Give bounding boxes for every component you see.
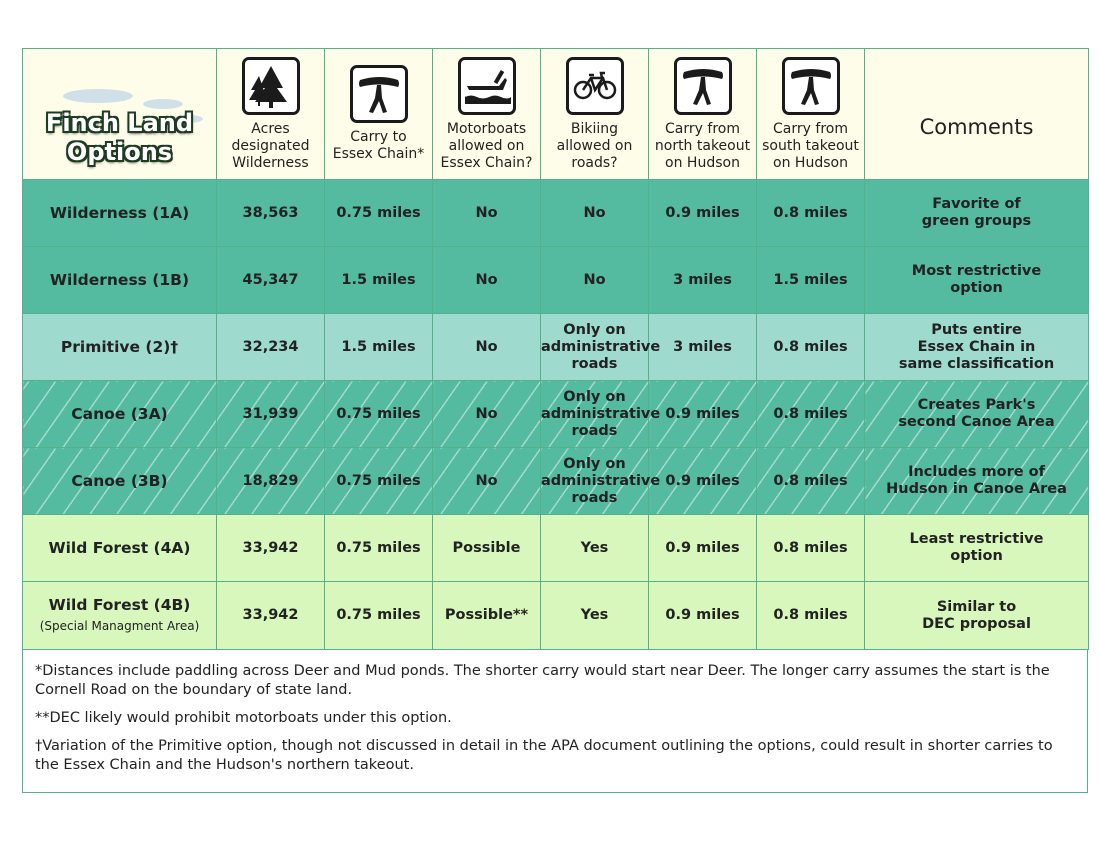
comment-cell — [865, 314, 1089, 381]
carry-essex-value: 0.75 miles — [336, 607, 421, 623]
acres-cell — [217, 247, 325, 314]
option-name: Canoe (3B) — [71, 471, 168, 490]
biking-cell — [541, 247, 649, 314]
biking-value: Only on — [563, 388, 626, 405]
carry-essex-cell — [325, 314, 433, 381]
table-row — [23, 314, 1089, 381]
comment-text: Creates Park's — [917, 397, 1036, 413]
motorboats-cell — [433, 448, 541, 515]
header-carry-line: Carry to — [350, 129, 407, 145]
north-takeout-value: 0.9 miles — [665, 405, 740, 422]
acres-cell — [217, 448, 325, 515]
carry-essex-cell — [325, 448, 433, 515]
header-motorboats-line: allowed on — [448, 137, 525, 154]
acres-cell — [217, 180, 325, 247]
south-takeout-value: 0.8 miles — [773, 338, 848, 355]
header-motorboats-line: Essex Chain? — [440, 154, 533, 171]
comment-text: Essex Chain in — [917, 338, 1036, 355]
carry-essex-value: 0.75 miles — [336, 539, 421, 556]
table-row — [23, 381, 1089, 448]
comment-text: Most restrictive — [911, 263, 1042, 279]
biking-value: Yes — [580, 539, 609, 556]
biking-value: administrative — [541, 338, 661, 355]
north-takeout-cell — [649, 448, 757, 515]
comment-text: DEC proposal — [922, 615, 1031, 632]
footnote-distances: *Distances include paddling across Deer and Mud ponds. The shorter carry would start near Deer. The longer carry assumes the start is the Cornell Road on the boundary of state land. — [35, 663, 1050, 698]
south-takeout-cell — [757, 247, 865, 314]
biking-cell — [541, 448, 661, 515]
biking-value: roads — [571, 489, 618, 506]
motorboats-value: No — [475, 204, 498, 221]
acres-cell — [217, 314, 325, 381]
biking-value: Yes — [580, 607, 609, 623]
option-name: Primitive (2)† — [60, 337, 179, 356]
photo-lake-shape — [63, 89, 133, 103]
north-takeout-cell — [649, 582, 757, 650]
option-label-cell — [23, 582, 217, 650]
north-takeout-cell — [649, 314, 757, 381]
carry-essex-cell — [325, 381, 433, 448]
south-takeout-value: 0.8 miles — [773, 405, 848, 422]
option-label-cell — [23, 448, 217, 515]
table-row — [23, 515, 1089, 582]
biking-value: roads — [571, 355, 618, 372]
photo-lake-shape — [143, 99, 183, 109]
acres-cell — [217, 381, 325, 448]
table-row — [23, 180, 1089, 247]
north-takeout-value: 0.9 miles — [665, 472, 740, 489]
motorboats-value: Possible** — [444, 607, 529, 623]
header-north-line: on Hudson — [665, 154, 740, 171]
motorboats-cell — [433, 180, 541, 247]
footnote-motorboats: **DEC likely would prohibit motorboats under this option. — [35, 710, 452, 726]
north-takeout-value: 0.9 miles — [665, 539, 740, 556]
option-name: Wild Forest (4B) — [48, 596, 191, 614]
tree-icon — [242, 57, 300, 115]
table-row — [23, 247, 1089, 314]
south-takeout-cell — [757, 314, 865, 381]
comment-cell — [865, 381, 1089, 448]
header-biking-line: Bikiing — [570, 120, 619, 137]
chart-title-line2: Options — [66, 138, 173, 166]
header-motorboats-line: Motorboats — [446, 120, 527, 137]
biking-cell — [541, 582, 649, 650]
header-acres-line: Wilderness — [232, 154, 309, 171]
biking-cell — [541, 381, 661, 448]
comment-text: Hudson in Canoe Area — [886, 481, 1067, 497]
carry-essex-cell — [325, 247, 433, 314]
option-label-cell — [23, 247, 217, 314]
chart-title — [23, 109, 216, 167]
comments-heading: Comments — [919, 114, 1034, 139]
header-col-north-takeout — [649, 49, 757, 180]
north-takeout-value: 3 miles — [673, 338, 732, 355]
north-takeout-value: 0.9 miles — [665, 204, 740, 221]
canoe-carry-icon — [350, 65, 408, 123]
header-north-line: Carry from — [665, 120, 740, 137]
header-col-motorboats — [433, 49, 541, 180]
motorboats-value: Possible — [452, 539, 521, 556]
biking-cell — [541, 180, 649, 247]
south-takeout-value: 0.8 miles — [773, 204, 848, 221]
header-south-line: Carry from — [773, 120, 848, 137]
north-takeout-cell — [649, 515, 757, 582]
biking-value: No — [583, 271, 606, 288]
south-takeout-value: 0.8 miles — [773, 539, 848, 556]
option-name: Wilderness (1A) — [49, 203, 190, 222]
header-col-comments — [865, 49, 1089, 180]
header-col-carry-essex — [325, 49, 433, 180]
acres-value: 38,563 — [242, 204, 299, 221]
comment-text: Puts entire — [931, 321, 1022, 338]
footnotes-box — [22, 650, 1088, 793]
chart-title-line1: Finch Land — [45, 109, 194, 137]
carry-essex-value: 0.75 miles — [336, 405, 421, 422]
carry-essex-value: 0.75 miles — [336, 472, 421, 489]
carry-essex-value: 0.75 miles — [336, 204, 421, 221]
comment-text: Similar to — [936, 598, 1017, 615]
comment-text: Least restrictive — [909, 531, 1044, 547]
biking-value: administrative — [541, 405, 661, 422]
canoe-carry-icon — [782, 57, 840, 115]
south-takeout-cell — [757, 582, 865, 650]
option-name: Canoe (3A) — [71, 404, 168, 423]
carry-essex-cell — [325, 515, 433, 582]
comment-cell — [865, 515, 1089, 582]
comment-text: green groups — [921, 213, 1032, 229]
biking-cell — [541, 515, 649, 582]
header-acres-line: Acres — [251, 120, 290, 137]
header-biking-line: allowed on — [556, 137, 633, 154]
biking-value: No — [583, 204, 606, 221]
motorboats-value: No — [475, 405, 498, 422]
option-subtitle: (Special Managment Area) — [39, 619, 200, 633]
comment-text: same classification — [898, 355, 1055, 372]
acres-value: 33,942 — [242, 539, 299, 556]
south-takeout-value: 0.8 miles — [773, 472, 848, 489]
header-biking-line: roads? — [571, 154, 618, 171]
comment-cell — [865, 247, 1089, 314]
biking-value: roads — [571, 422, 618, 439]
motorboats-cell — [433, 381, 541, 448]
option-label-cell — [23, 381, 217, 448]
header-col-acres — [217, 49, 325, 180]
acres-cell — [217, 582, 325, 650]
comment-text: option — [950, 548, 1003, 564]
header-col-south-takeout — [757, 49, 865, 180]
header-acres-line: designated — [231, 137, 310, 154]
south-takeout-cell — [757, 448, 865, 515]
south-takeout-cell — [757, 381, 865, 448]
comment-text: second Canoe Area — [898, 414, 1055, 430]
north-takeout-value: 0.9 miles — [665, 607, 740, 623]
motorboats-cell — [433, 314, 541, 381]
header-south-line: on Hudson — [773, 154, 848, 171]
north-takeout-cell — [649, 381, 757, 448]
comment-cell — [865, 448, 1089, 515]
option-label-cell — [23, 314, 217, 381]
motorboats-value: No — [475, 338, 498, 355]
acres-value: 33,942 — [242, 607, 299, 623]
biking-cell — [541, 314, 661, 381]
header-row — [23, 49, 1089, 180]
comment-cell — [865, 582, 1089, 650]
acres-value: 18,829 — [242, 472, 299, 489]
biking-value: administrative — [541, 472, 661, 489]
option-label-cell — [23, 515, 217, 582]
acres-value: 45,347 — [242, 271, 299, 288]
header-carry-line: Essex Chain* — [332, 146, 425, 162]
motorboat-icon — [458, 57, 516, 115]
carry-essex-value: 1.5 miles — [341, 338, 416, 355]
table-row — [23, 582, 1089, 650]
acres-value: 32,234 — [242, 338, 299, 355]
comment-text: Includes more of — [908, 464, 1045, 480]
header-south-line: south takeout — [762, 137, 859, 154]
south-takeout-cell — [757, 180, 865, 247]
bicycle-icon — [566, 57, 624, 115]
motorboats-value: No — [475, 472, 498, 489]
motorboats-cell — [433, 582, 541, 650]
options-table — [22, 48, 1089, 650]
table-row — [23, 448, 1089, 515]
motorboats-cell — [433, 247, 541, 314]
carry-essex-cell — [325, 180, 433, 247]
canoe-carry-icon — [674, 57, 732, 115]
biking-value: Only on — [563, 321, 626, 338]
option-name: Wilderness (1B) — [49, 270, 190, 289]
north-takeout-cell — [649, 180, 757, 247]
motorboats-cell — [433, 515, 541, 582]
header-photo — [23, 49, 217, 180]
north-takeout-value: 3 miles — [673, 271, 732, 288]
south-takeout-value: 1.5 miles — [773, 271, 848, 288]
footnote-primitive-variation: †Variation of the Primitive option, though not discussed in detail in the APA document outlining the options, could result in shorter carries to the Essex Chain and the Hudson's northern takeout. — [35, 738, 1053, 773]
acres-cell — [217, 515, 325, 582]
south-takeout-cell — [757, 515, 865, 582]
comment-cell — [865, 180, 1089, 247]
south-takeout-value: 0.8 miles — [773, 607, 848, 623]
motorboats-value: No — [475, 271, 498, 288]
carry-essex-value: 1.5 miles — [341, 271, 416, 288]
option-name: Wild Forest (4A) — [48, 538, 191, 557]
north-takeout-cell — [649, 247, 757, 314]
header-col-biking — [541, 49, 649, 180]
biking-value: Only on — [563, 455, 626, 472]
header-north-line: north takeout — [654, 137, 751, 154]
acres-value: 31,939 — [242, 405, 299, 422]
carry-essex-cell — [325, 582, 433, 650]
comment-text: option — [950, 280, 1003, 296]
comment-text: Favorite of — [932, 196, 1021, 212]
option-label-cell — [23, 180, 217, 247]
finch-land-options-chart — [22, 48, 1088, 793]
